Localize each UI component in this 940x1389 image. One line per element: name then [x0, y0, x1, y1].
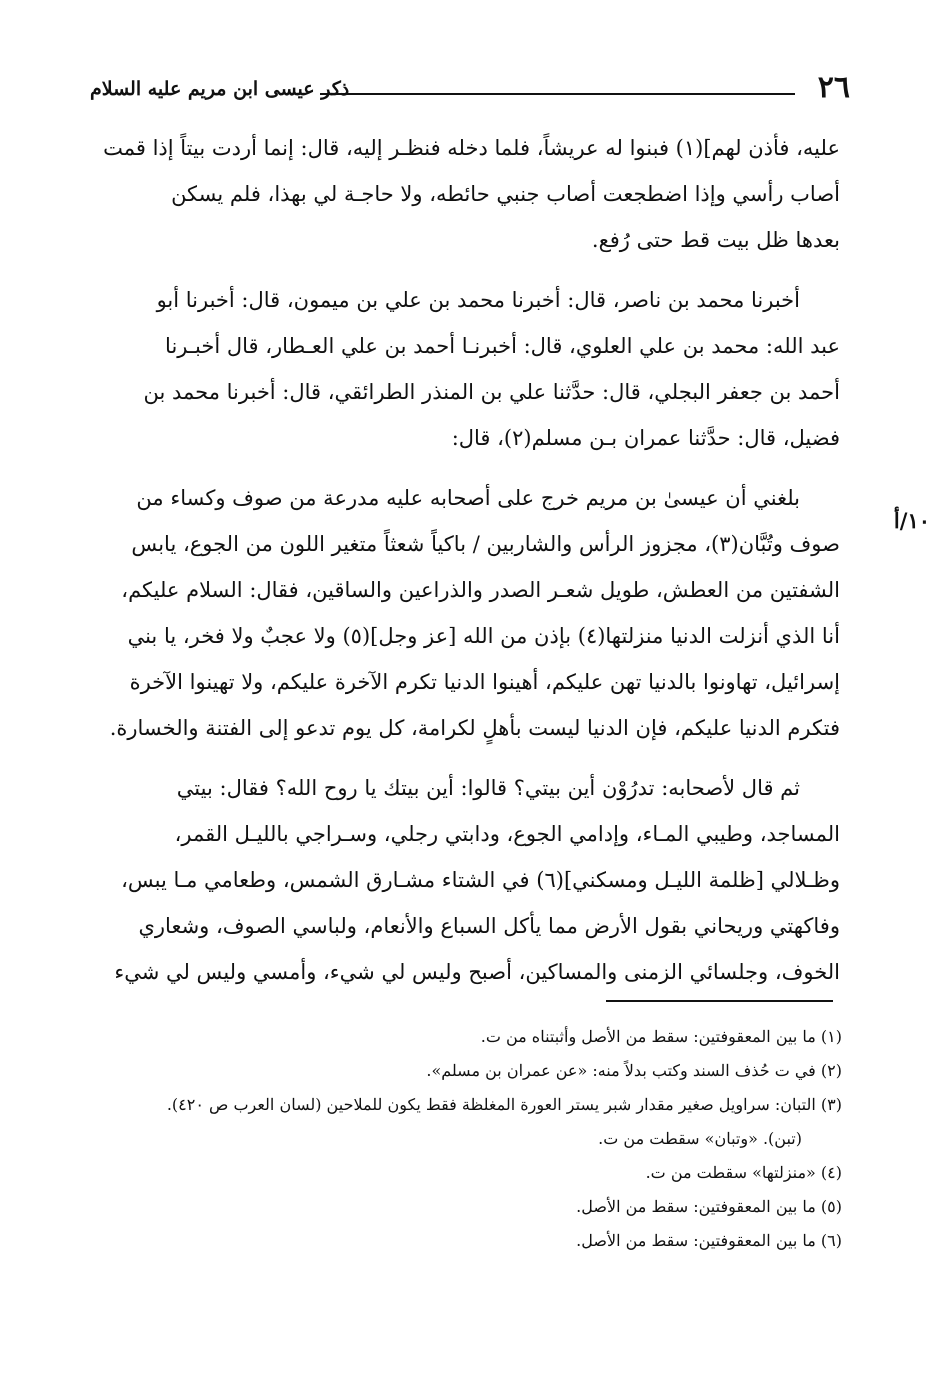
text-line: وظـلالي [ظلمة الليـل ومسكني](٦) في الشتاء مشـارق الشمس، وطعامي مـا يبس، [121, 868, 840, 892]
text-line: عليه، فأذن لهم](١) فبنوا له عريشاً، فلما دخله فنظـر إليه، قال: إنما أردت بيتاً إذا قمت [103, 136, 840, 160]
text-line: بلغني أن عيسىٰ بن مريم خرج على أصحابه عليه مدرعة من صوف وكساء من [136, 486, 800, 510]
footnote-4: (٤) «منزلتها» سقطت من ت. [645, 1163, 842, 1182]
text-line: إسرائيل، تهاونوا بالدنيا تهن عليكم، أهينوا الدنيا تكرم الآخرة عليكم، ولا تهينوا الآخرة [129, 670, 840, 694]
text-line: بعدها ظل بيت قط حتى رُفع. [591, 228, 840, 252]
text-line: الخوف، وجلسائي الزمنى والمساكين، أصبح وليس لي شيء، وأمسي وليس لي شيء [114, 960, 840, 984]
paragraph-1 [88, 125, 840, 263]
text-line: فتكرم الدنيا عليكم، فإن الدنيا ليست بأهلٍ لكرامة، كل يوم تدعو إلى الفتنة والخسارة. [109, 716, 840, 740]
footnotes [90, 1020, 842, 1258]
footnote-6: (٦) ما بين المعقوفتين: سقط من الأصل. [576, 1231, 842, 1250]
main-text [88, 125, 840, 1009]
text-line: أحمد بن جعفر البجلي، قال: حدَّثنا علي بن المنذر الطرائقي، قال: أخبرنا محمد بن [143, 380, 840, 404]
text-line: فضيل، قال: حدَّثنا عمران بـن مسلم(٢)، قال: [451, 426, 840, 450]
page-number: ٢٦ [817, 70, 850, 105]
text-line: أنا الذي أنزلت الدنيا منزلتها(٤) بإذن من الله [عز وجل](٥) ولا عجبٌ ولا فخر، يا بني [127, 624, 840, 648]
footnote-3: (٣) التبان: سراويل صغير مقدار شبر يستر العورة المغلظة فقط يكون للملاحين (لسان العرب ص ٤٢٠). [166, 1095, 842, 1114]
folio-margin-note: ١٠/أ [893, 508, 930, 533]
footnote-5: (٥) ما بين المعقوفتين: سقط من الأصل. [576, 1197, 842, 1216]
text-line: أخبرنا محمد بن ناصر، قال: أخبرنا محمد بن علي بن ميمون، قال: أخبرنا أبو [156, 288, 800, 312]
text-line: أصاب رأسي وإذا اضطجعت أصاب جنبي حائطه، ولا حاجـة لي بهذا، فلم يسكن [171, 182, 840, 206]
text-line: ثم قال لأصحابه: تدرُوْن أين بيتي؟ قالوا: أين بيتك يا روح الله؟ فقال: بيتي [176, 776, 800, 800]
text-line: المساجد، وطيبي المـاء، وإدامي الجوع، ودابتي رجلي، وسـراجي بالليـل القمر، [174, 822, 840, 846]
header-rule [320, 93, 795, 95]
footnote-2: (٢) في ت حُذف السند وكتب بدلاً منه: «عن عمران بن مسلم». [426, 1061, 842, 1080]
footnote-1: (١) ما بين المعقوفتين: سقط من الأصل وأثبتناه من ت. [480, 1027, 842, 1046]
footnote-3-continued: (تبن). «وتبان» سقطت من ت. [598, 1129, 802, 1148]
paragraph-4 [88, 765, 840, 995]
footnote-rule [606, 1000, 833, 1002]
text-line: عبد الله: محمد بن علي العلوي، قال: أخبرنـا أحمد بن علي العـطار، قال أخبـرنا [165, 334, 840, 358]
text-line: وفاكهتي وريحاني بقول الأرض مما يأكل السباع والأنعام، ولباسي الصوف، وشعاري [138, 914, 840, 938]
paragraph-2 [88, 277, 840, 461]
page-header [90, 70, 850, 110]
running-title: ذكر عيسى ابن مريم عليه السلام [90, 78, 350, 100]
text-line: صوف وتُبَّان(٣)، مجزوز الرأس والشاربين / باكياً شعثاً متغير اللون من الجوع، يابس [131, 532, 840, 556]
paragraph-3 [88, 475, 840, 751]
text-line: الشفتين من العطش، طويل شعـر الصدر والذراعين والساقين، فقال: السلام عليكم، [121, 578, 840, 602]
